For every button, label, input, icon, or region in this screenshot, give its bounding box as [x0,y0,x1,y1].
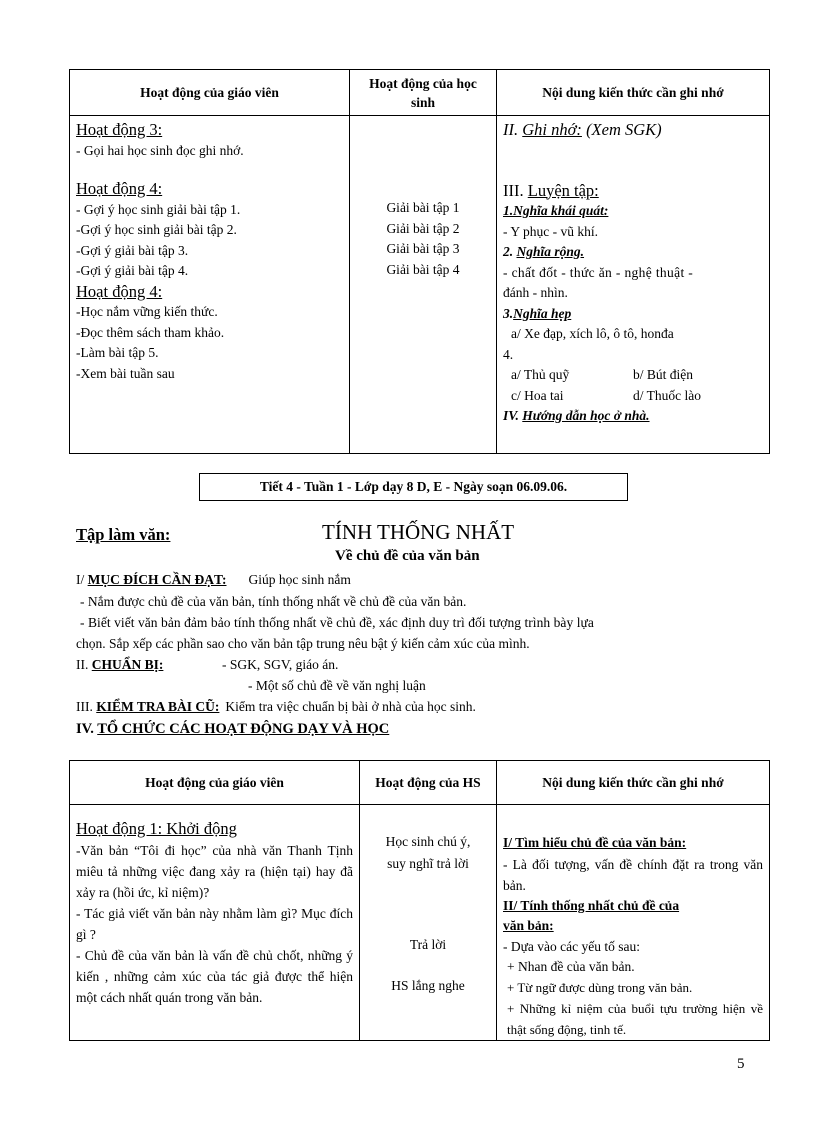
section-1-line-1: - Nắm được chủ đề của văn bản, tính thống nhất về chủ đề của văn bản. [80,594,467,609]
hd4-line: -Gợi ý học sinh giải bài tập 2. [76,222,237,237]
nghia-khai-quat-text: - Y phục - vũ khí. [503,223,598,239]
student-line: Giải bài tập 3 [386,241,460,256]
student-line: Giải bài tập 4 [386,261,460,277]
lesson-subtitle: Về chủ đề của văn bản [335,548,480,564]
section-2: II. CHUẨN BỊ: [76,657,164,672]
ghinho: II. Ghi nhớ: (Xem SGK) [503,120,662,139]
huong-dan: IV. Hướng dẫn học ở nhà. [503,408,650,423]
hd3-line: - Gọi hai học sinh đọc ghi nhớ. [76,142,244,158]
section-4: IV. TỔ CHỨC CÁC HOẠT ĐỘNG DẠY VÀ HỌC [76,721,390,737]
teacher-p2: - Tác giả viết văn bản này nhằm làm gì? Mục đích gì ? [76,905,353,942]
header-teacher: Hoạt động của giáo viên [70,70,350,116]
content-t4: + Từ ngữ được dùng trong văn bản. [507,979,693,995]
subject-label: Tập làm văn: [76,525,171,544]
hd1-title: Hoạt động 1: Khởi động [76,819,237,838]
content-t5: + Những kỉ niệm của buổi tựu trường hiện về thật sống động, tinh tế. [507,1001,763,1037]
student-cell [360,805,497,1041]
header-content: Nội dung kiến thức cần ghi nhớ [497,761,770,805]
answer-row-2: c/ Hoa tai d/ Thuốc lào [511,387,701,403]
student-line: suy nghĩ trả lời [387,856,469,871]
teacher-cell [70,805,360,1041]
hd4b-line: -Xem bài tuần sau [76,365,175,381]
nghia-hep-text: a/ Xe đạp, xích lô, ô tô, honđa [511,326,674,341]
hd4-title: Hoạt động 4: [76,179,163,198]
content-h1: I/ Tìm hiểu chủ đề của văn bản: [503,835,687,850]
header-content: Nội dung kiến thức cần ghi nhớ [497,70,770,116]
activity-table-2 [69,760,770,1041]
hd3-title: Hoạt động 3: [76,120,163,139]
nghia-rong-text-2: đánh - nhìn. [503,285,568,300]
student-line: Giải bài tập 2 [386,220,460,236]
content-cell [497,805,770,1041]
hd4-line: -Gợi ý giải bài tập 3. [76,242,189,258]
teacher-cell [70,116,350,454]
content-t2: - Dựa vào các yếu tố sau: [503,938,641,954]
section-1: I/ MỤC ĐÍCH CẦN ĐẠT: Giúp học sinh nắm [76,572,351,587]
page-number: 5 [737,1056,745,1072]
content-cell [497,116,770,454]
student-cell [350,116,497,454]
student-line: Giải bài tập 1 [386,200,460,215]
teacher-p1: -Văn bản “Tôi đi học” của nhà văn Thanh Tịnh miêu tả những việc đang xảy ra (hiện tại) hay đã xảy ra (hồi ức, kỉ niệm)? [76,842,353,900]
content-t3: + Nhan đề của văn bản. [507,959,635,974]
hd4b-line: -Đọc thêm sách tham khảo. [76,324,225,340]
nghia-rong-text-1: - chất đốt - thức ăn - nghệ thuật - [503,264,694,280]
section-1-line-3: chọn. Sắp xếp các phần sao cho văn bản tập trung nêu bật ý kiến cảm xúc của mình. [76,636,530,651]
hd4b-title: Hoạt động 4: [76,281,163,301]
section-1-line-2: - Biết viết văn bản đảm bảo tính thống nhất về chủ đề, xác định duy trì đối tượng trình bày lựa [80,615,594,630]
section-2-item-1: - SGK, SGV, giáo án. [222,657,339,672]
header-student: Hoạt động của HS [360,761,497,805]
luyentap: III. Luyện tập: [503,180,599,200]
hd4-line: - Gợi ý học sinh giải bài tập 1. [76,201,241,217]
nghia-hep: 3.Nghĩa hẹp [503,305,572,321]
content-t1: - Là đối tượng, vấn đề chính đặt ra trong văn bản. [503,856,763,893]
header-teacher: Hoạt động của giáo viên [70,761,360,805]
content-h2a: II/ Tính thống nhất chủ đề của [503,897,680,913]
lesson-info-box: Tiết 4 - Tuần 1 - Lớp dạy 8 D, E - Ngày soạn 06.09.06. [199,473,628,501]
student-line: HS lắng nghe [391,977,465,993]
student-line: Học sinh chú ý, [385,834,471,849]
section-3: III. KIỂM TRA BÀI CŨ: Kiểm tra việc chuẩn bị bài ở nhà của học sinh. [76,699,476,714]
student-line: Trả lời [409,937,447,952]
activity-table-1 [69,69,770,454]
hd4b-line: -Làm bài tập 5. [76,345,159,360]
content-h2b: văn bản: [503,918,554,933]
hd4-line: -Gợi ý giải bài tập 4. [76,263,189,278]
lesson-title: TÍNH THỐNG NHẤT [322,520,515,544]
teacher-p3: - Chủ đề của văn bản là vấn đề chủ chốt, những ý kiến , những cảm xúc của tác giả được thể hiện một cách nhất quán trong văn bản. [76,947,353,1005]
header-student: Hoạt động của học sinh [350,70,497,116]
nghia-khai-quat: 1.Nghĩa khái quát: [503,203,609,218]
answer-row-1: a/ Thủ quỹ b/ Bút điện [511,367,693,382]
hd4b-line: -Học nắm vững kiến thức. [76,304,218,319]
section-2-item-2: - Một số chủ đề về văn nghị luận [248,678,426,693]
item-4: 4. [503,346,514,362]
nghia-rong: 2. Nghĩa rộng. [503,244,585,259]
